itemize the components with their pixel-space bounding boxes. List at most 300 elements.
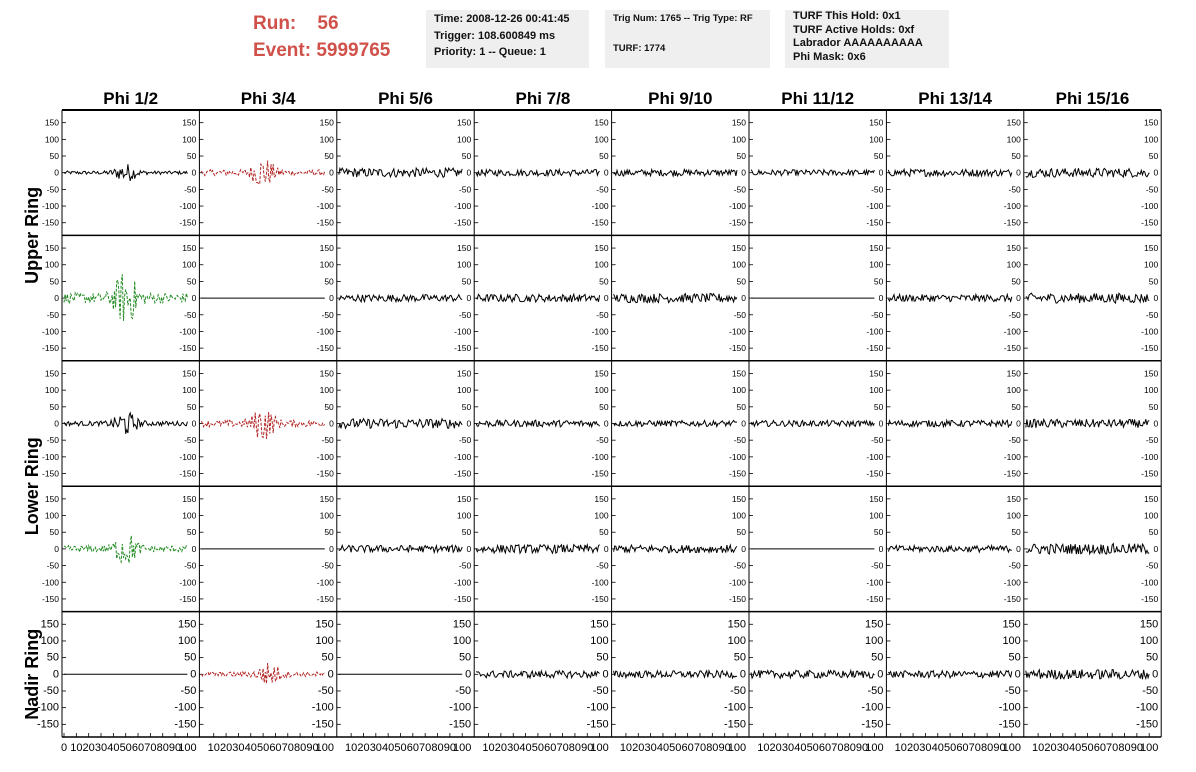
y-tick-label: -50 <box>871 435 884 446</box>
x-tick-label: 100 <box>865 742 884 754</box>
ring-label-3: Nadir Ring <box>22 628 42 720</box>
waveform-trace-r2-c5 <box>614 294 737 303</box>
y-tick-label: -100 <box>1003 577 1021 588</box>
y-tick-label: 100 <box>869 134 884 145</box>
y-tick-label: -50 <box>458 560 472 571</box>
y-tick-label: -50 <box>592 684 609 697</box>
y-tick-label: -150 <box>179 343 197 354</box>
y-tick-label: -100 <box>41 451 59 462</box>
x-tick-label: 90 <box>855 742 869 754</box>
y-tick-label: 50 <box>186 527 197 538</box>
x-tick-label: 40 <box>519 742 532 754</box>
y-tick-label: 0 <box>54 293 59 304</box>
y-tick-label: 50 <box>736 276 746 287</box>
y-tick-label: 100 <box>1144 510 1159 521</box>
y-tick-label: -150 <box>449 718 472 731</box>
waveform-trace-r4-c4 <box>476 545 599 554</box>
x-tick-label: 10 <box>482 742 495 754</box>
y-tick-label: 50 <box>733 651 746 664</box>
y-tick-label: 100 <box>1144 134 1159 145</box>
y-tick-label: 100 <box>178 634 197 647</box>
y-tick-label: -100 <box>174 701 197 714</box>
waveform-trace-r3-c2 <box>201 412 324 439</box>
y-tick-label: 150 <box>1139 618 1159 631</box>
y-tick-label: -50 <box>1008 560 1021 571</box>
x-tick-label: 70 <box>1106 742 1119 754</box>
y-tick-label: -100 <box>36 701 59 714</box>
y-tick-label: 150 <box>319 368 334 379</box>
x-tick-label: 20 <box>219 742 233 754</box>
y-tick-label: -50 <box>871 309 884 320</box>
y-tick-label: -50 <box>321 184 334 195</box>
ring-label-2: Lower Ring <box>22 437 42 536</box>
y-tick-label: 100 <box>869 385 884 396</box>
y-tick-label: 0 <box>1153 167 1159 178</box>
y-tick-label: 50 <box>186 401 197 412</box>
y-tick-label: -150 <box>41 468 59 479</box>
y-tick-label: 150 <box>731 117 746 128</box>
x-tick-label: 90 <box>168 742 182 754</box>
y-tick-label: 0 <box>603 418 609 429</box>
y-tick-label: 0 <box>191 418 197 429</box>
y-tick-label: 0 <box>741 167 746 178</box>
y-tick-label: 150 <box>594 368 609 379</box>
y-tick-label: 100 <box>182 134 197 145</box>
y-tick-label: 0 <box>1014 668 1021 681</box>
x-tick-label: 90 <box>443 742 456 754</box>
waveform-trace-r2-c7 <box>888 294 1011 301</box>
x-tick-label: 70 <box>831 742 844 754</box>
y-tick-label: 150 <box>1144 243 1159 254</box>
y-tick-label: -150 <box>41 593 59 604</box>
y-tick-label: -50 <box>871 560 884 571</box>
x-tick-label: 40 <box>382 742 395 754</box>
y-tick-label: 0 <box>327 668 334 681</box>
y-tick-label: -50 <box>733 560 746 571</box>
x-tick-label: 20 <box>906 742 920 754</box>
x-tick-label: 90 <box>993 742 1006 754</box>
y-tick-label: 50 <box>736 151 746 162</box>
y-tick-label: -100 <box>41 577 59 588</box>
y-tick-label: 50 <box>186 276 197 287</box>
y-tick-label: -50 <box>1008 435 1021 446</box>
y-tick-label: 150 <box>731 493 746 504</box>
y-tick-label: 0 <box>877 668 884 681</box>
x-tick-label: 50 <box>669 742 682 754</box>
y-tick-label: -50 <box>871 184 884 195</box>
waveform-trace-r4-c7 <box>888 546 1011 553</box>
y-tick-label: 50 <box>871 651 884 664</box>
x-tick-label: 60 <box>681 742 694 754</box>
waveform-trace-r5-c7 <box>888 671 1011 678</box>
y-tick-label: 150 <box>727 618 746 631</box>
y-tick-label: 50 <box>599 151 609 162</box>
x-tick-label: 60 <box>131 742 145 754</box>
y-tick-label: -100 <box>591 577 609 588</box>
y-tick-label: -150 <box>728 468 746 479</box>
x-tick-label: 20 <box>82 742 95 754</box>
y-tick-label: 50 <box>599 527 609 538</box>
y-tick-label: -50 <box>46 309 59 320</box>
waveform-trace-r5-c5 <box>614 671 737 678</box>
y-tick-label: -50 <box>317 684 334 697</box>
y-tick-label: -150 <box>316 217 334 228</box>
y-tick-label: 0 <box>878 293 884 304</box>
y-tick-label: -50 <box>1145 560 1159 571</box>
x-tick-label: 30 <box>1056 742 1069 754</box>
y-tick-label: 150 <box>731 368 746 379</box>
y-tick-label: -150 <box>454 343 472 354</box>
y-tick-label: -150 <box>174 718 197 731</box>
y-tick-label: 100 <box>594 510 609 521</box>
y-tick-label: 50 <box>1148 527 1159 538</box>
y-tick-label: -50 <box>1145 184 1159 195</box>
y-tick-label: -150 <box>316 468 334 479</box>
x-tick-label: 90 <box>718 742 731 754</box>
y-tick-label: -150 <box>1003 468 1021 479</box>
y-tick-label: 0 <box>1153 293 1159 304</box>
y-tick-label: 0 <box>878 167 884 178</box>
y-tick-label: 150 <box>182 368 197 379</box>
x-tick-label: 100 <box>453 742 472 754</box>
waveform-trace-r4-c5 <box>614 545 737 553</box>
x-tick-label: 40 <box>244 742 257 754</box>
x-tick-label: 30 <box>369 742 382 754</box>
priority-text: Priority: 1 -- Queue: 1 <box>434 46 546 58</box>
waveform-trace-r1-c6 <box>751 170 874 176</box>
y-tick-label: 150 <box>182 243 197 254</box>
x-tick-label: 80 <box>706 742 719 754</box>
y-tick-label: -100 <box>591 326 609 337</box>
x-tick-label: 60 <box>269 742 282 754</box>
y-tick-label: 50 <box>599 276 609 287</box>
y-tick-label: -150 <box>998 718 1021 731</box>
trigger-text: Trigger: 108.600849 ms <box>434 29 556 42</box>
y-tick-label: 100 <box>182 259 197 270</box>
x-tick-label: 10 <box>619 742 633 754</box>
waveform-trace-r2-c3 <box>339 295 462 302</box>
x-tick-label: 100 <box>727 742 747 754</box>
y-tick-label: 0 <box>329 543 334 554</box>
column-title-2: Phi 3/4 <box>240 89 296 108</box>
event-label: Event: <box>253 40 312 61</box>
run-value: 56 <box>317 13 339 34</box>
y-tick-label: 50 <box>873 527 884 538</box>
y-tick-label: 50 <box>596 651 609 664</box>
y-tick-label: 150 <box>731 243 746 254</box>
waveform-trace-r1-c5 <box>614 170 737 177</box>
y-tick-label: 0 <box>1016 293 1021 304</box>
y-tick-label: -100 <box>866 577 884 588</box>
y-tick-label: 100 <box>1006 510 1021 521</box>
y-tick-label: 50 <box>1008 651 1021 664</box>
y-tick-label: 0 <box>465 668 472 681</box>
y-tick-label: 100 <box>319 259 334 270</box>
y-tick-label: -150 <box>1003 593 1021 604</box>
x-tick-label: 80 <box>431 742 444 754</box>
x-tick-label: 70 <box>144 742 157 754</box>
y-tick-label: -150 <box>591 343 609 354</box>
y-tick-label: 0 <box>54 418 59 429</box>
column-title-1: Phi 1/2 <box>103 89 159 108</box>
x-tick-label: 80 <box>293 742 307 754</box>
y-tick-label: 100 <box>44 510 59 521</box>
y-tick-label: 150 <box>457 493 472 504</box>
waveform-trace-r2-c4 <box>476 294 599 302</box>
column-title-3: Phi 5/6 <box>378 89 433 108</box>
waveform-trace-r1-c7 <box>888 169 1011 176</box>
x-tick-label: 80 <box>843 742 856 754</box>
y-tick-label: -150 <box>41 217 59 228</box>
waveform-trace-r3-c4 <box>476 420 599 427</box>
y-tick-label: 100 <box>44 385 59 396</box>
y-tick-label: 50 <box>1145 651 1159 664</box>
y-tick-label: 100 <box>1144 385 1159 396</box>
y-tick-label: 0 <box>878 543 884 554</box>
y-tick-label: 150 <box>319 243 334 254</box>
y-tick-label: 100 <box>1144 259 1159 270</box>
x-tick-label: 50 <box>531 742 545 754</box>
y-tick-label: 0 <box>191 167 197 178</box>
waveform-trace-r3-c8 <box>1026 419 1149 428</box>
y-tick-label: 100 <box>319 510 334 521</box>
y-tick-label: 100 <box>40 634 59 647</box>
x-tick-label: 30 <box>507 742 520 754</box>
y-tick-label: 0 <box>603 293 609 304</box>
waveform-trace-r1-c3 <box>339 168 462 177</box>
y-tick-label: -100 <box>1141 451 1159 462</box>
y-tick-label: -150 <box>866 343 884 354</box>
y-tick-label: -50 <box>730 684 746 697</box>
y-tick-label: 100 <box>594 134 609 145</box>
y-tick-label: -100 <box>179 201 197 212</box>
y-tick-label: -150 <box>454 593 472 604</box>
y-tick-label: 150 <box>44 368 59 379</box>
y-tick-label: 0 <box>466 293 472 304</box>
y-tick-label: 0 <box>741 543 746 554</box>
y-tick-label: 150 <box>1144 368 1159 379</box>
y-tick-label: -150 <box>723 718 746 731</box>
x-tick-label: 50 <box>943 742 957 754</box>
y-tick-label: -150 <box>866 593 884 604</box>
y-tick-label: -100 <box>449 701 472 714</box>
x-tick-label: 60 <box>956 742 969 754</box>
y-tick-label: 150 <box>1006 368 1021 379</box>
y-tick-label: -100 <box>1141 326 1159 337</box>
y-tick-label: -50 <box>596 184 609 195</box>
y-tick-label: 50 <box>1011 151 1021 162</box>
y-tick-label: 100 <box>457 385 472 396</box>
y-tick-label: 150 <box>40 618 59 631</box>
y-tick-label: 50 <box>461 527 472 538</box>
waveform-trace-r4-c8 <box>1026 544 1149 555</box>
y-tick-label: -100 <box>41 201 59 212</box>
y-tick-label: -150 <box>861 718 884 731</box>
x-tick-label: 10 <box>894 742 907 754</box>
y-tick-label: 0 <box>466 418 472 429</box>
x-tick-label: 90 <box>581 742 594 754</box>
y-tick-label: -100 <box>179 451 197 462</box>
y-tick-label: -150 <box>591 468 609 479</box>
x-tick-label: 60 <box>544 742 557 754</box>
y-tick-label: -100 <box>316 326 334 337</box>
y-tick-label: 100 <box>731 259 746 270</box>
y-tick-label: 150 <box>1144 117 1159 128</box>
x-tick-label: 30 <box>781 742 795 754</box>
y-tick-label: -100 <box>861 701 884 714</box>
y-tick-label: 0 <box>1016 167 1021 178</box>
y-tick-label: -100 <box>723 701 746 714</box>
y-tick-label: 100 <box>182 385 197 396</box>
y-tick-label: -150 <box>1141 593 1159 604</box>
x-tick-label: 80 <box>980 742 994 754</box>
y-tick-label: 100 <box>457 510 472 521</box>
x-tick-label: 30 <box>644 742 657 754</box>
column-title-8: Phi 15/16 <box>1055 89 1130 108</box>
y-tick-label: 150 <box>1006 243 1021 254</box>
y-tick-label: -100 <box>1003 451 1021 462</box>
x-tick-label: 30 <box>94 742 108 754</box>
y-tick-label: 150 <box>178 618 197 631</box>
y-tick-label: 0 <box>329 293 334 304</box>
y-tick-label: 50 <box>324 401 334 412</box>
waveform-trace-r2-c1 <box>64 274 187 321</box>
y-tick-label: 100 <box>315 634 334 647</box>
y-tick-label: 50 <box>1148 151 1159 162</box>
y-tick-label: -100 <box>311 701 334 714</box>
y-tick-label: -50 <box>596 309 609 320</box>
y-tick-label: 150 <box>1144 493 1159 504</box>
y-tick-label: 50 <box>461 151 472 162</box>
y-tick-label: 150 <box>1006 493 1021 504</box>
turf-active-holds-text: TURF Active Holds: 0xf <box>793 23 915 36</box>
y-tick-label: 100 <box>319 134 334 145</box>
y-tick-label: 150 <box>319 493 334 504</box>
y-tick-label: 0 <box>466 543 472 554</box>
waveform-trace-r1-c4 <box>476 169 599 176</box>
waveform-trace-r3-c6 <box>751 421 874 427</box>
y-tick-label: -100 <box>41 326 59 337</box>
y-tick-label: -50 <box>1004 684 1021 697</box>
y-tick-label: -50 <box>184 435 197 446</box>
y-tick-label: -150 <box>179 593 197 604</box>
y-tick-label: 150 <box>457 243 472 254</box>
y-tick-label: 100 <box>1006 385 1021 396</box>
y-tick-label: 150 <box>44 117 59 128</box>
y-tick-label: -50 <box>458 435 472 446</box>
waveform-trace-r4-c1 <box>64 536 187 563</box>
y-tick-label: -100 <box>1141 577 1159 588</box>
y-tick-label: -150 <box>866 468 884 479</box>
y-tick-label: 50 <box>461 401 472 412</box>
y-tick-label: -50 <box>184 184 197 195</box>
y-tick-label: -100 <box>866 201 884 212</box>
phi-mask-text: Phi Mask: 0x6 <box>793 50 866 63</box>
y-tick-label: 150 <box>182 117 197 128</box>
column-title-6: Phi 11/12 <box>781 89 855 108</box>
y-tick-label: 50 <box>49 276 59 287</box>
x-tick-label: 50 <box>806 742 819 754</box>
x-tick-label: 60 <box>1093 742 1106 754</box>
x-tick-label: 10 <box>1032 742 1045 754</box>
x-tick-label: 90 <box>306 742 319 754</box>
y-tick-label: 150 <box>869 368 884 379</box>
y-tick-label: -150 <box>179 217 197 228</box>
y-tick-label: 50 <box>461 276 472 287</box>
column-title-5: Phi 9/10 <box>648 89 713 108</box>
y-tick-label: 50 <box>46 651 59 664</box>
y-tick-label: 0 <box>466 167 472 178</box>
y-tick-label: -50 <box>1145 309 1159 320</box>
y-tick-label: -50 <box>458 309 472 320</box>
y-tick-label: 100 <box>44 259 59 270</box>
x-tick-label: 20 <box>494 742 508 754</box>
run-label: Run: <box>253 13 297 34</box>
y-tick-label: -100 <box>1003 326 1021 337</box>
y-tick-label: -100 <box>728 201 746 212</box>
y-tick-label: 100 <box>1002 634 1021 647</box>
y-tick-label: -100 <box>866 326 884 337</box>
y-tick-label: 100 <box>731 385 746 396</box>
y-tick-label: -50 <box>184 560 197 571</box>
x-tick-label: 80 <box>568 742 582 754</box>
y-tick-label: -50 <box>596 560 609 571</box>
y-tick-label: -50 <box>1142 684 1159 697</box>
y-tick-label: 50 <box>873 401 884 412</box>
x-tick-label: 90 <box>1130 742 1143 754</box>
y-tick-label: -50 <box>46 184 59 195</box>
y-tick-label: 50 <box>599 401 609 412</box>
x-tick-label: 40 <box>931 742 944 754</box>
y-tick-label: 150 <box>1002 618 1021 631</box>
y-tick-label: 100 <box>452 634 472 647</box>
y-tick-label: 150 <box>315 618 334 631</box>
x-tick-label: 100 <box>590 742 609 754</box>
y-tick-label: 100 <box>869 259 884 270</box>
y-tick-label: 150 <box>869 243 884 254</box>
y-tick-label: 150 <box>1006 117 1021 128</box>
x-tick-label: 10 <box>757 742 770 754</box>
x-tick-label: 20 <box>357 742 370 754</box>
y-tick-label: 100 <box>727 634 746 647</box>
x-tick-label: 60 <box>818 742 832 754</box>
x-tick-label: 50 <box>394 742 407 754</box>
y-tick-label: -100 <box>179 577 197 588</box>
y-tick-label: 100 <box>44 134 59 145</box>
y-tick-label: 0 <box>741 293 746 304</box>
y-tick-label: -50 <box>1145 435 1159 446</box>
y-tick-label: 150 <box>590 618 609 631</box>
y-tick-label: -50 <box>321 560 334 571</box>
y-tick-label: -100 <box>998 701 1021 714</box>
y-tick-label: -100 <box>728 326 746 337</box>
x-tick-label: 0 <box>60 742 68 754</box>
y-tick-label: 50 <box>324 151 334 162</box>
x-tick-label: 50 <box>256 742 270 754</box>
y-tick-label: 50 <box>1148 401 1159 412</box>
y-tick-label: -150 <box>316 593 334 604</box>
y-tick-label: 100 <box>594 259 609 270</box>
turf-text: TURF: 1774 <box>613 42 666 54</box>
y-tick-label: 150 <box>594 493 609 504</box>
y-tick-label: 0 <box>52 668 59 681</box>
y-tick-label: -50 <box>458 184 472 195</box>
y-tick-label: 0 <box>54 543 59 554</box>
waveform-trace-r5-c4 <box>476 671 599 678</box>
y-tick-label: 0 <box>191 543 197 554</box>
x-tick-label: 40 <box>794 742 807 754</box>
y-tick-label: -100 <box>316 201 334 212</box>
